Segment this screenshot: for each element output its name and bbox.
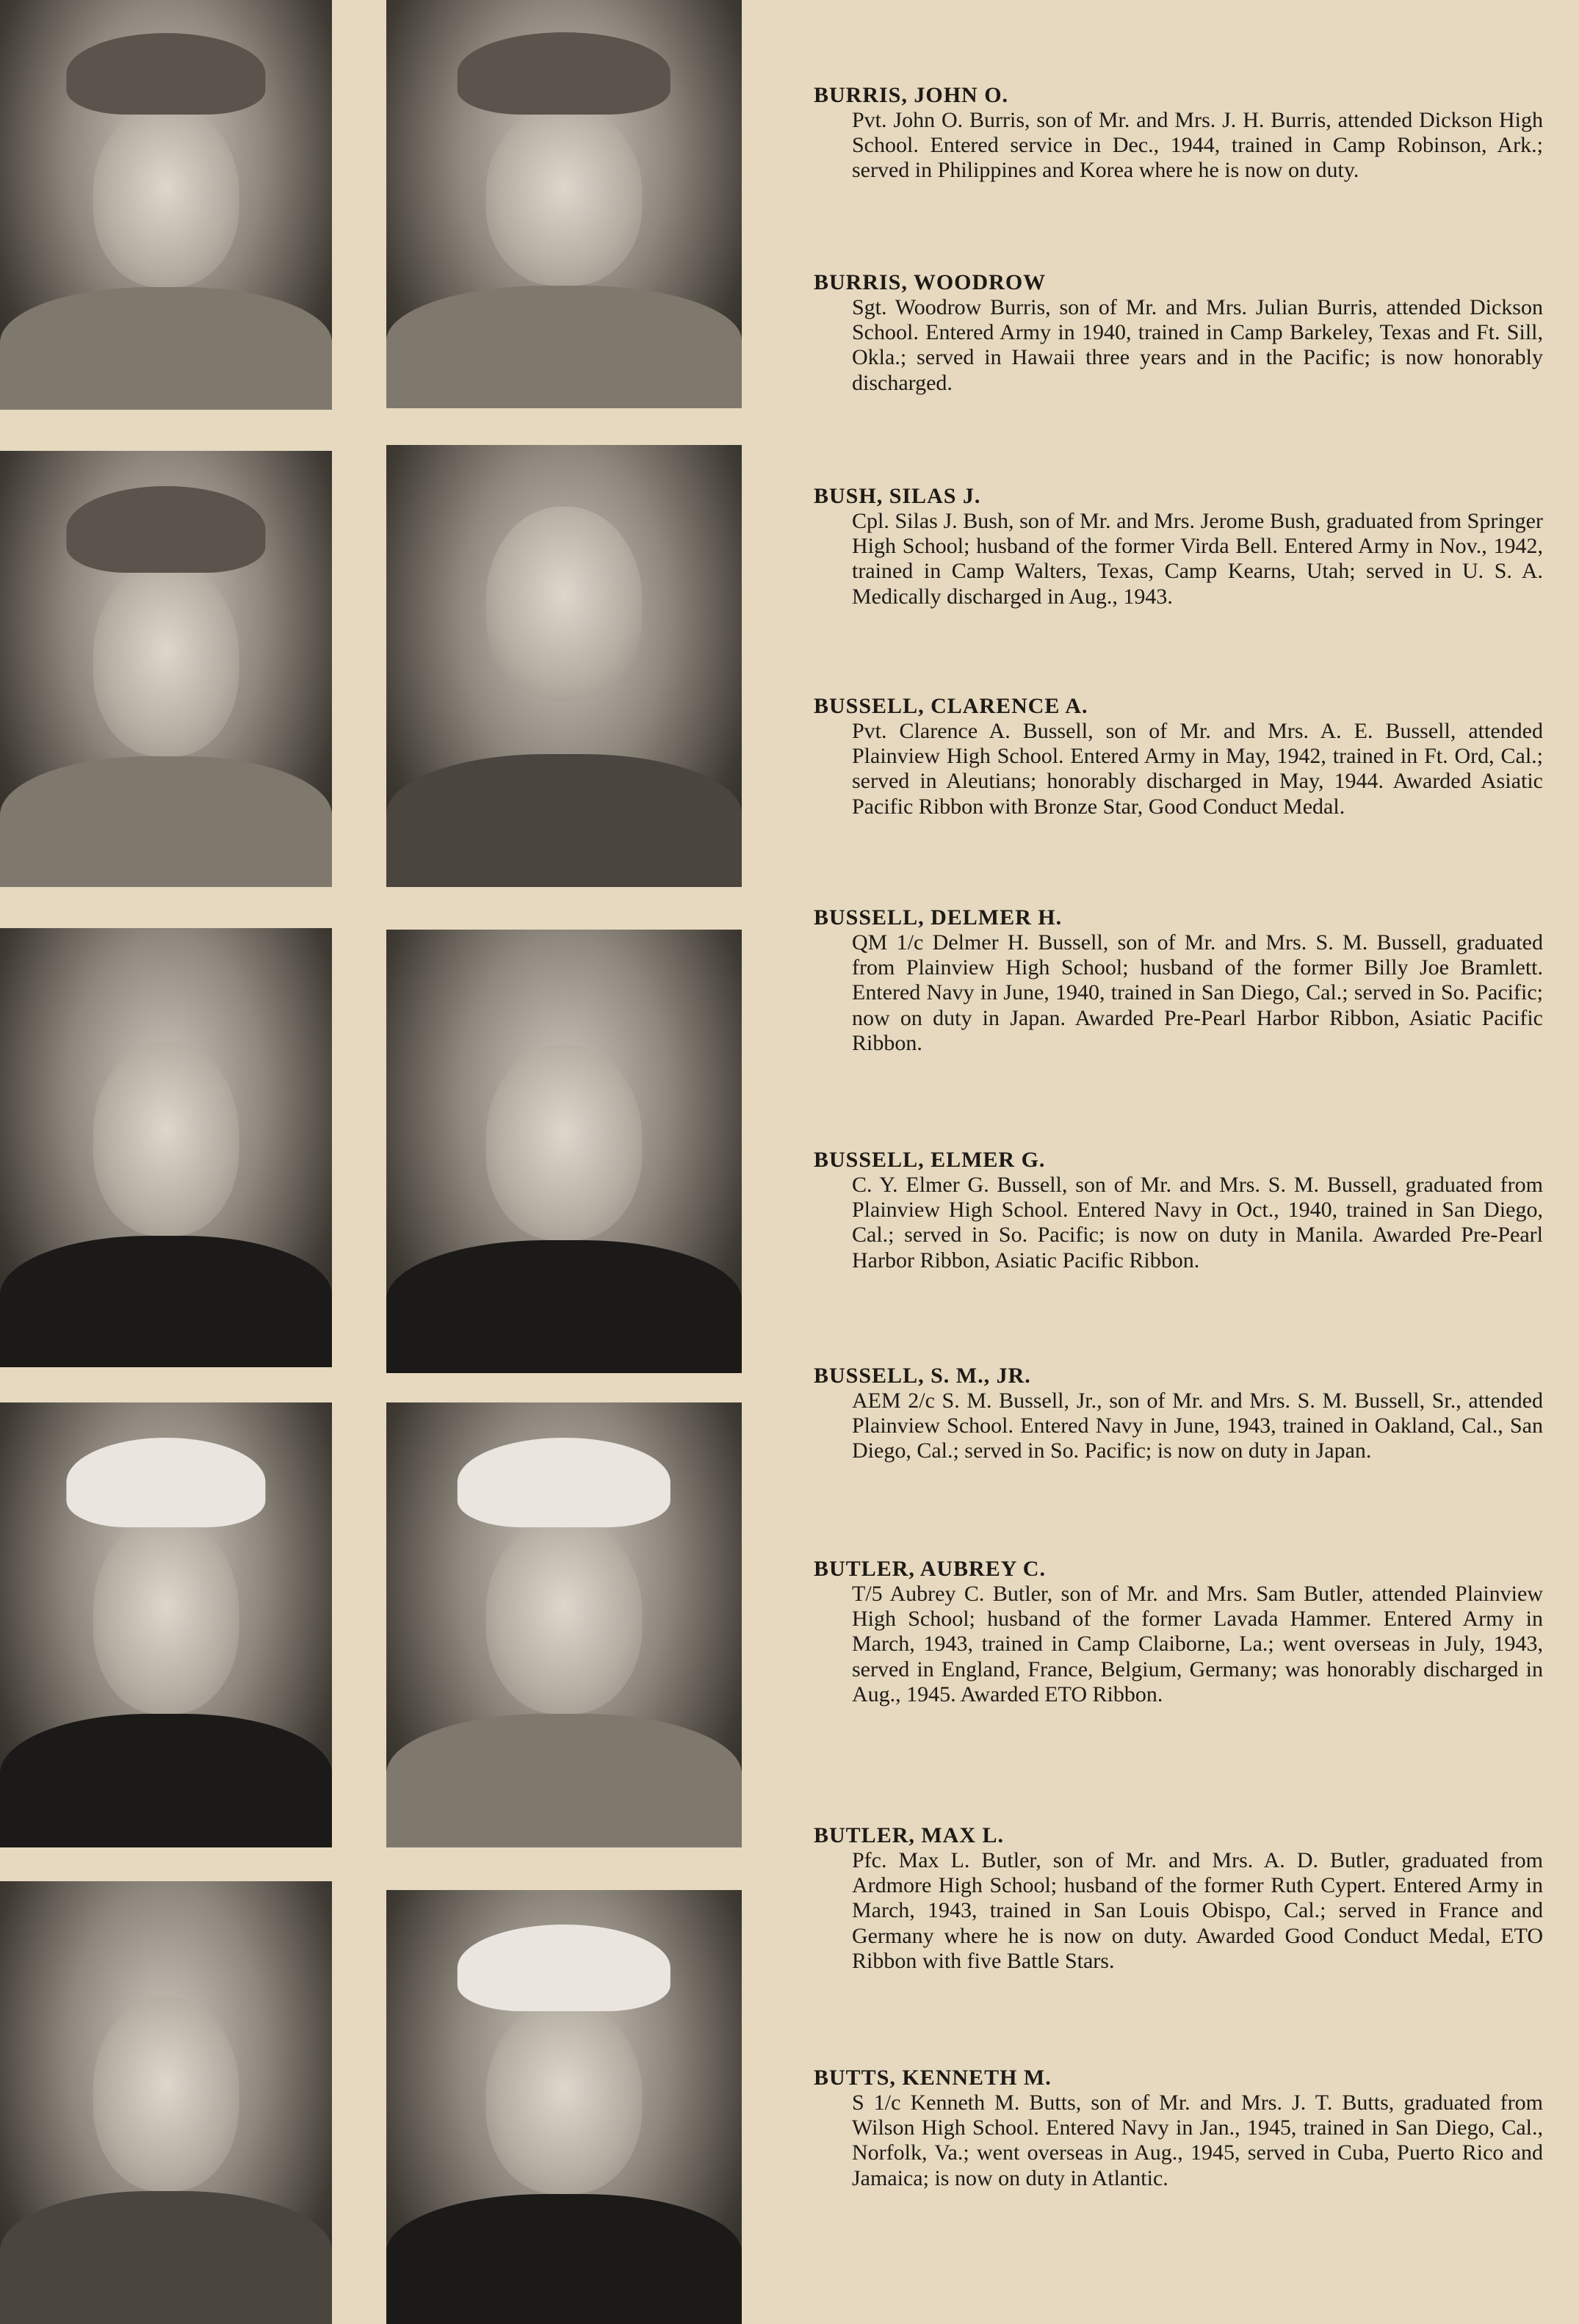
- entry-bio: AEM 2/c S. M. Bussell, Jr., son of Mr. and Mrs. S. M. Bussell, Sr., attended Plainview School. Entered Navy in June, 1943, trained in Oakland, Cal., San Diego, Cal.; served in So. Pacific; is now on duty in Japan.: [852, 1389, 1543, 1463]
- entry-bussell-clarence: [814, 694, 1543, 819]
- entry-bussell-elmer: [814, 1148, 1543, 1273]
- entry-name: BUTLER, MAX L.: [814, 1823, 1005, 1847]
- entry-name: BURRIS, WOODROW: [814, 270, 1047, 294]
- portrait-bussell-elmer: [386, 930, 742, 1373]
- entry-bio: QM 1/c Delmer H. Bussell, son of Mr. and Mrs. S. M. Bussell, graduated from Plainview High School; husband of the former Billy Joe Bramlett. Entered Navy in June, 1940, trained in San Diego, Cal.; served in So. Pacific; now on duty in Japan. Awarded Pre-Pearl Harbor Ribbon, Asiatic Pacific Ribbon.: [852, 930, 1543, 1055]
- entry-name: BUSH, SILAS J.: [814, 484, 981, 508]
- entry-bussell-sm-jr: [814, 1364, 1543, 1464]
- entry-bio: Pvt. John O. Burris, son of Mr. and Mrs. J. H. Burris, attended Dickson High School. Entered service in Dec., 1944, trained in Camp Robinson, Ark.; served in Philippines and Korea where he is now on duty.: [852, 108, 1543, 183]
- entry-bio: Cpl. Silas J. Bush, son of Mr. and Mrs. Jerome Bush, graduated from Springer High School; husband of the former Virda Bell. Entered Army in Nov., 1942, trained in Camp Walters, Texas, Camp Kearns, Utah; served in U. S. A. Medically discharged in Aug., 1943.: [852, 509, 1543, 609]
- entry-bio: Pfc. Max L. Butler, son of Mr. and Mrs. A. D. Butler, graduated from Ardmore High School; husband of the former Ruth Cypert. Entered Army in March, 1943, trained in San Louis Obispo, Cal.; served in France and Germany where he is now on duty. Awarded Good Conduct Medal, ETO Ribbon with five Battle Stars.: [852, 1848, 1543, 1973]
- entry-name: BURRIS, JOHN O.: [814, 83, 1009, 107]
- entry-bio: Pvt. Clarence A. Bussell, son of Mr. and Mrs. A. E. Bussell, attended Plainview High School. Entered Army in May, 1942, trained in Ft. Ord, Cal.; served in Aleutians; honorably discharged in May, 1944. Awarded Asiatic Pacific Ribbon with Bronze Star, Good Conduct Medal.: [852, 719, 1543, 819]
- entry-name: BUSSELL, S. M., JR.: [814, 1364, 1031, 1388]
- portrait-bussell-sm-jr: [0, 1402, 332, 1847]
- entry-name: BUSSELL, DELMER H.: [814, 905, 1063, 930]
- entry-burris-john: [814, 83, 1543, 184]
- portrait-bussell-delmer: [0, 928, 332, 1367]
- entry-name: BUSSELL, CLARENCE A.: [814, 694, 1088, 718]
- portrait-butts-kenneth: [386, 1890, 742, 2324]
- entry-name: BUTTS, KENNETH M.: [814, 2066, 1052, 2090]
- entry-burris-woodrow: [814, 270, 1543, 396]
- entry-bussell-delmer: [814, 905, 1543, 1056]
- entry-bio: S 1/c Kenneth M. Butts, son of Mr. and Mrs. J. T. Butts, graduated from Wilson High School. Entered Navy in Jan., 1945, trained in San Diego, Cal., Norfolk, Va.; went overseas in Aug., 1945, served in Cuba, Puerto Rico and Jamaica; is now on duty in Atlantic.: [852, 2090, 1543, 2190]
- entry-butts-kenneth: [814, 2066, 1543, 2191]
- portrait-burris-john: [0, 0, 332, 410]
- entry-butler-aubrey: [814, 1557, 1543, 1707]
- portrait-bush-silas: [0, 451, 332, 887]
- portrait-bussell-clarence: [386, 445, 742, 887]
- entry-bush-silas: [814, 484, 1543, 609]
- entry-bio: T/5 Aubrey C. Butler, son of Mr. and Mrs. Sam Butler, attended Plainview High School; husband of the former Lavada Hammer. Entered Army in March, 1943, trained in Camp Claiborne, La.; went overseas in July, 1943, served in England, France, Belgium, Germany; was honorably discharged in Aug., 1945. Awarded ETO Ribbon.: [852, 1582, 1543, 1706]
- entry-name: BUTLER, AUBREY C.: [814, 1557, 1046, 1581]
- portrait-burris-woodrow: [386, 0, 742, 408]
- portrait-butler-aubrey: [386, 1402, 742, 1847]
- portrait-butler-max: [0, 1881, 332, 2324]
- entry-bio: C. Y. Elmer G. Bussell, son of Mr. and Mrs. S. M. Bussell, graduated from Plainview High School. Entered Navy in Oct., 1940, trained in San Diego, Cal.; served in So. Pacific; is now on duty in Manila. Awarded Pre-Pearl Harbor Ribbon, Asiatic Pacific Ribbon.: [852, 1173, 1543, 1273]
- entry-bio: Sgt. Woodrow Burris, son of Mr. and Mrs. Julian Burris, attended Dickson School. Entered Army in 1940, trained in Camp Barkeley, Texas and Ft. Sill, Okla.; served in Hawaii three years and in the Pacific; is now honorably discharged.: [852, 295, 1543, 395]
- entry-name: BUSSELL, ELMER G.: [814, 1148, 1046, 1172]
- entry-butler-max: [814, 1823, 1543, 1974]
